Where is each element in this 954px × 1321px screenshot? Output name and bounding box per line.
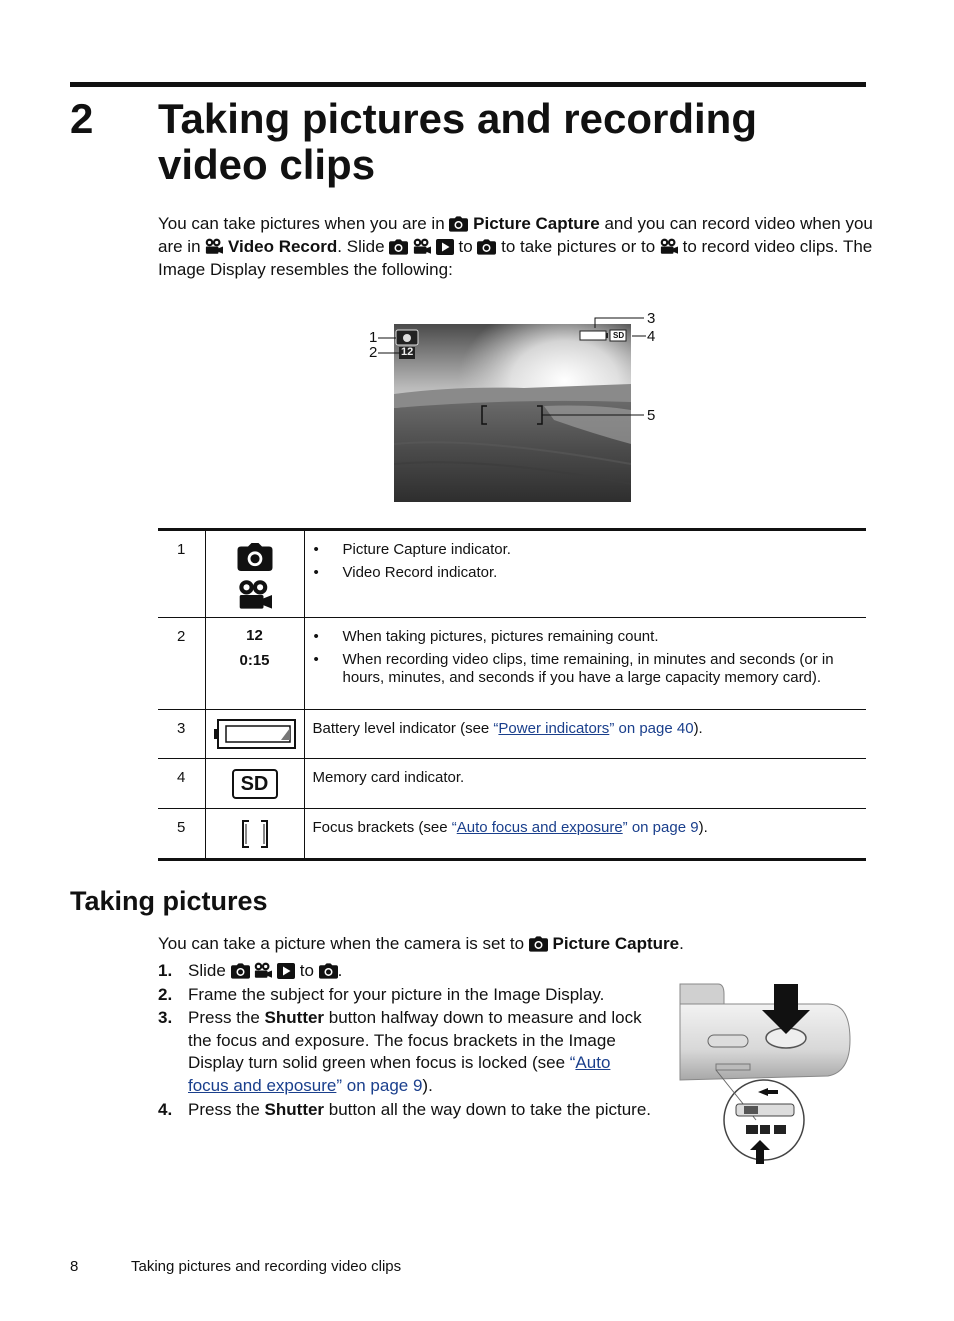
play-icon: [436, 239, 454, 255]
sd-card-icon: SD: [232, 769, 278, 799]
row-number: 4: [158, 759, 205, 809]
callout-2: 2: [369, 344, 378, 361]
memory-card-description: Memory card indicator.: [304, 759, 866, 809]
chapter-number: 2: [70, 95, 94, 142]
list-item: • When recording video clips, time remaining, in minutes and seconds (or in hours, minutes, and seconds if you have a large capacity memory card).: [313, 651, 859, 687]
auto-focus-link[interactable]: “Auto focus and exposure” on page 9: [451, 819, 699, 836]
list-item: 2. Frame the subject for your picture in the Image Display.: [158, 984, 605, 1004]
focus-brackets-icon: [240, 819, 270, 849]
power-indicators-link[interactable]: “Power indicators” on page 40: [493, 720, 694, 737]
picture-capture-label: Picture Capture: [473, 214, 600, 233]
table-row: 5 Focus brackets (see “Auto focus and exposure” on page 9).: [158, 809, 866, 860]
video-camera-icon: [660, 238, 678, 255]
camera-icon: [449, 216, 468, 232]
video-camera-icon: [254, 962, 272, 979]
sd-overlay: SD: [613, 331, 625, 340]
camera-shutter-illustration: [678, 980, 854, 1164]
row-number: 5: [158, 809, 205, 860]
table-row: [158, 618, 866, 710]
camera-icon: [477, 239, 496, 255]
shots-remaining-value: 12: [246, 627, 263, 644]
callout-lines: [360, 308, 670, 428]
row-number: 1: [158, 530, 205, 618]
camera-icon: [319, 963, 338, 979]
shots-remaining-overlay: 12: [401, 346, 414, 358]
page-number: 8: [70, 1258, 79, 1275]
list-item: 4. Press the Shutter button all the way down to take the picture.: [158, 1099, 652, 1119]
battery-icon: [213, 718, 297, 750]
footer-title: Taking pictures and recording video clips: [131, 1258, 402, 1275]
video-camera-icon: [238, 579, 272, 611]
video-camera-icon: [205, 238, 223, 255]
list-item: 1. Slide to .: [158, 961, 343, 980]
video-record-label: Video Record: [228, 237, 338, 256]
callout-5: 5: [647, 407, 656, 424]
chapter-top-rule: [70, 82, 866, 87]
intro-paragraph: You can take pictures when you are in Picture Capture and you can record video when you are in Video Record. Slide to to take pictures or to to record video clips. The Image Display resembles the following:: [158, 214, 873, 279]
list-item: 3. Press the Shutter button halfway down to measure and lock the focus and exposure. The focus brackets in the Image Display turn solid green when focus is locked (see “Auto focus and exposure” on page 9).: [158, 1008, 642, 1095]
camera-icon: [389, 239, 408, 255]
chapter-title: Taking pictures and recording video clips: [158, 95, 757, 188]
video-camera-icon: [413, 238, 431, 255]
table-row: 3 Battery level indicator (see “Power indicators” on page 40).: [158, 710, 866, 759]
time-remaining-value: 0:15: [239, 652, 270, 669]
list-item: • Video Record indicator.: [313, 564, 859, 582]
section-title: Taking pictures: [70, 886, 268, 916]
table-row: [158, 530, 866, 618]
list-item: • When taking pictures, pictures remaining count.: [313, 628, 859, 646]
camera-icon: [231, 963, 250, 979]
callout-3: 3: [647, 310, 656, 327]
camera-icon: [529, 936, 548, 952]
section-intro: You can take a picture when the camera is set to Picture Capture.: [158, 934, 684, 953]
callout-4: 4: [647, 328, 656, 345]
row-number: 2: [158, 618, 205, 710]
auto-focus-link[interactable]: “Auto focus and exposure” on page 9: [188, 1053, 611, 1095]
play-icon: [277, 963, 295, 979]
steps-list: [158, 960, 653, 1122]
callout-1: 1: [369, 329, 378, 346]
indicator-table: [158, 528, 866, 861]
list-item: • Picture Capture indicator.: [313, 541, 859, 559]
row-number: 3: [158, 710, 205, 759]
camera-icon: [237, 543, 273, 571]
table-row: [158, 759, 866, 809]
